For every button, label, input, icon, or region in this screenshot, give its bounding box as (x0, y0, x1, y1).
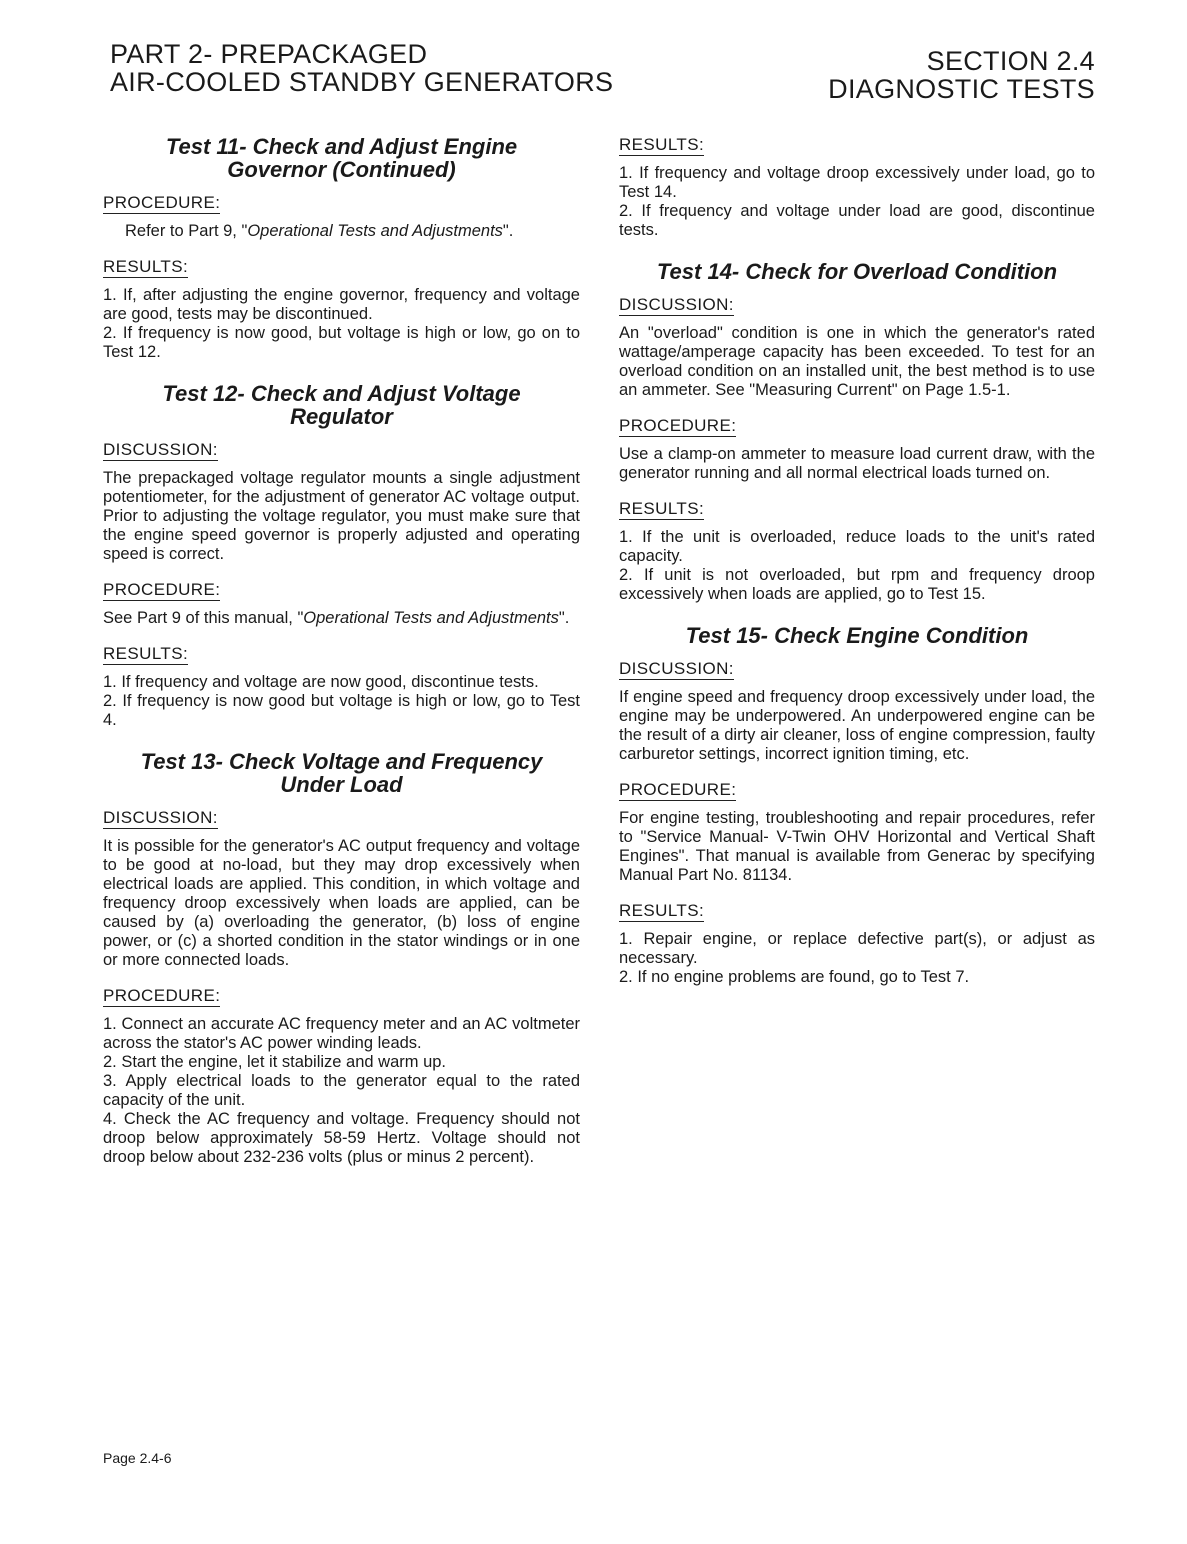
test11-title: Test 11- Check and Adjust Engine Governor (Continued) (165, 134, 518, 182)
test14-procedure-text: Use a clamp-on ammeter to measure load current draw, with the generator running and all normal electrical loads turned on. (619, 445, 1095, 482)
test15-results-label: RESULTS: (619, 901, 705, 920)
result-item: 1. Repair engine, or replace defective part(s), or adjust as necessary. (619, 930, 1095, 967)
test12-results (103, 673, 580, 730)
procedure-step: 3. Apply electrical loads to the generator equal to the rated capacity of the unit. (103, 1072, 580, 1109)
result-item: 2. If unit is not overloaded, but rpm and frequency droop excessively when loads are applied, go to Test 15. (619, 566, 1095, 603)
test14-title: Test 14- Check for Overload Condition (656, 259, 1058, 284)
result-item: 2. If frequency is now good but voltage is high or low, go to Test 4. (103, 692, 580, 729)
test13-title: Test 13- Check Voltage and Frequency Under Load (140, 749, 543, 797)
test12-discussion-label: DISCUSSION: (103, 440, 218, 459)
test12-procedure-text: See Part 9 of this manual, "Operational Tests and Adjustments". (103, 609, 570, 627)
part-header-line2: AIR-COOLED STANDBY GENERATORS (110, 67, 614, 97)
test14-discussion-label: DISCUSSION: (619, 295, 734, 314)
test11-procedure-text: Refer to Part 9, "Operational Tests and Adjustments". (125, 222, 514, 240)
procedure-step: 4. Check the AC frequency and voltage. Frequency should not droop below approximately 58-59 Hertz. Voltage should not droop below about 232-236 volts (plus or minus 2 percent). (103, 1110, 580, 1166)
result-item: 1. If, after adjusting the engine governor, frequency and voltage are good, tests may be discontinued. (103, 286, 580, 323)
test14-procedure-label: PROCEDURE: (619, 416, 737, 435)
test15-procedure-text: For engine testing, troubleshooting and repair procedures, refer to "Service Manual- V-Twin OHV Horizontal and Vertical Shaft Engines". That manual is available from Generac by specifying Manual Part No. 81134. (619, 809, 1095, 884)
section-header (828, 47, 1095, 103)
test13-procedure (103, 1015, 580, 1167)
test13-discussion-text: It is possible for the generator's AC output frequency and voltage to be good at no-load, but they may drop excessively when electrical loads are applied. This condition, in which voltage and frequency droop excessively when loads are applied, can be caused by (a) overloading the generator, (b) loss of engine power, or (c) a shorted condition in the stator windings or in one or more connected loads. (103, 837, 580, 969)
right-column (619, 135, 1095, 1003)
test11-results (103, 286, 580, 362)
test15-results (619, 930, 1095, 987)
test14-discussion-text: An "overload" condition is one in which the generator's rated wattage/amperage capacity has been exceeded. To test for an overload condition on an installed unit, the best method is to use an ammeter. See "Measuring Current" on Page 1.5-1. (619, 324, 1095, 399)
result-item: 2. If frequency and voltage under load are good, discontinue tests. (619, 202, 1095, 239)
section-header-line2: DIAGNOSTIC TESTS (828, 74, 1095, 104)
test13-results-label: RESULTS: (619, 135, 705, 154)
test14-results-label: RESULTS: (619, 499, 705, 518)
manual-reference: Operational Tests and Adjustments (247, 222, 503, 240)
section-header-line1: SECTION 2.4 (926, 46, 1095, 76)
test15-discussion-text: If engine speed and frequency droop excessively under load, the engine may be underpowered. An underpowered engine can be the result of a dirty air cleaner, loss of engine compression, faulty carburetor settings, incorrect ignition timing, etc. (619, 688, 1095, 763)
test15-title: Test 15- Check Engine Condition (685, 623, 1029, 648)
test11-procedure-label: PROCEDURE: (103, 193, 221, 212)
test12-discussion-text: The prepackaged voltage regulator mounts a single adjustment potentiometer, for the adjustment of generator AC voltage output. Prior to adjusting the voltage regulator, you must make sure that the engine speed governor is properly adjusted and operating speed is correct. (103, 469, 580, 563)
result-item: 1. If the unit is overloaded, reduce loads to the unit's rated capacity. (619, 528, 1095, 565)
result-item: 1. If frequency and voltage droop excessively under load, go to Test 14. (619, 164, 1095, 201)
procedure-step: 1. Connect an accurate AC frequency meter and an AC voltmeter across the stator's AC power winding leads. (103, 1015, 580, 1052)
test12-procedure-label: PROCEDURE: (103, 580, 221, 599)
manual-reference: Operational Tests and Adjustments (303, 609, 559, 627)
procedure-step: 2. Start the engine, let it stabilize and warm up. (103, 1053, 447, 1071)
left-column (103, 135, 580, 1183)
test13-discussion-label: DISCUSSION: (103, 808, 218, 827)
result-item: 2. If frequency is now good, but voltage is high or low, go on to Test 12. (103, 324, 580, 361)
result-item: 2. If no engine problems are found, go to Test 7. (619, 968, 970, 986)
result-item: 1. If frequency and voltage are now good, discontinue tests. (103, 673, 539, 691)
test11-results-label: RESULTS: (103, 257, 189, 276)
page-number: Page 2.4-6 (103, 1450, 172, 1466)
test12-title: Test 12- Check and Adjust Voltage Regulator (162, 381, 521, 429)
test13-procedure-label: PROCEDURE: (103, 986, 221, 1005)
part-header-line1: PART 2- PREPACKAGED (110, 39, 428, 69)
test15-discussion-label: DISCUSSION: (619, 659, 734, 678)
test12-results-label: RESULTS: (103, 644, 189, 663)
test15-procedure-label: PROCEDURE: (619, 780, 737, 799)
part-header (110, 40, 613, 96)
test13-results (619, 164, 1095, 240)
test14-results (619, 528, 1095, 604)
